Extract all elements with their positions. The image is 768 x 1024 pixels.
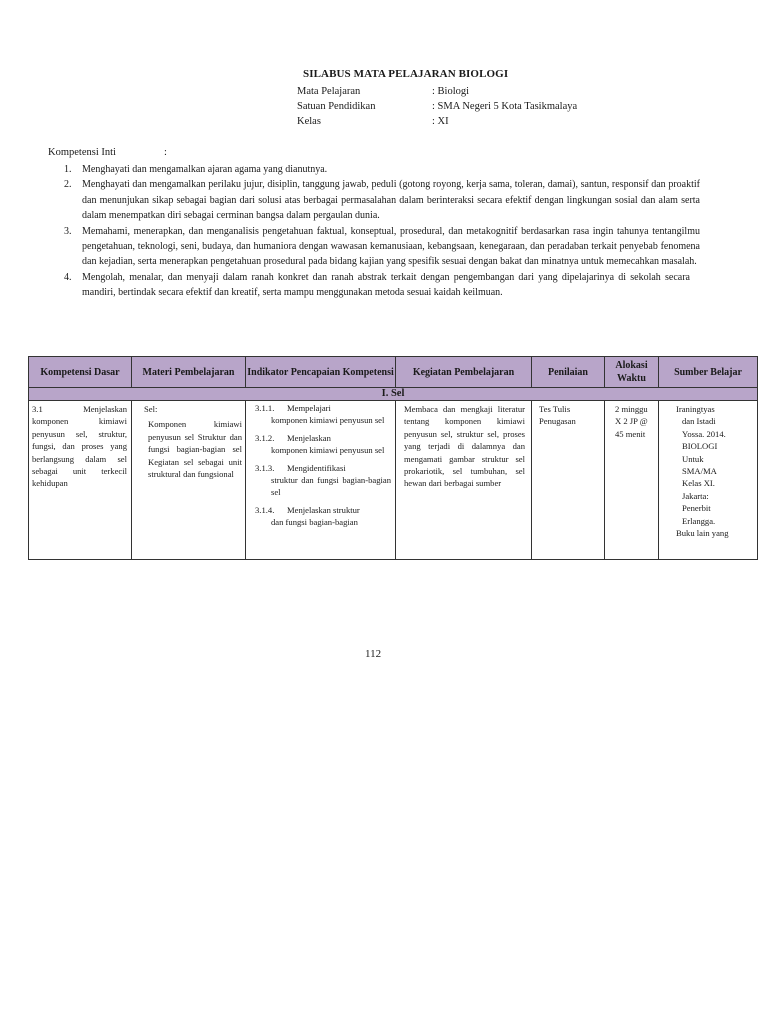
sumber-line: dan Istadi — [682, 416, 716, 427]
document-meta — [297, 84, 577, 129]
sumber-line: Penerbit — [682, 503, 711, 514]
meta-key: Mata Pelajaran — [297, 86, 361, 97]
ki-item — [48, 177, 700, 223]
indikator-item — [246, 461, 395, 503]
indikator-item — [246, 401, 395, 431]
column-header-materi: Materi Pembelajaran — [132, 357, 246, 388]
ki-item — [48, 270, 700, 301]
cell-indikator — [246, 401, 396, 560]
sumber-line: Untuk — [682, 453, 704, 464]
ki-heading — [48, 147, 167, 158]
penilaian-item: Penugasan — [539, 416, 576, 427]
ki-item-text: Mengolah, menalar, dan menyaji dalam ranah konkret dan ranah abstrak terkait dengan pengembangan dari yang dipelajarinya di sekolah secara mandiri, bertindak secara efektif dan kreatif, serta mampu menggunakan metoda sesuai kaidah keilmuan. — [82, 271, 690, 299]
ki-item-number: 1. — [64, 164, 72, 175]
table-header-row — [29, 357, 758, 388]
ki-item-text: Menghayati dan mengamalkan ajaran agama yang dianutnya. — [82, 164, 328, 175]
meta-key: Kelas — [297, 116, 321, 127]
ki-heading-colon: : — [163, 147, 167, 158]
ki-list — [48, 162, 700, 301]
indikator-title: Menjelaskan — [287, 432, 331, 443]
indikator-item — [246, 431, 395, 461]
ki-item-text: Memahami, menerapkan, dan menganalisis pengetahuan faktual, konseptual, prosedural, dan metakognitif berdasarkan rasa ingin tahunya tentangilmu pengetahuan, teknologi, seni, budaya, dan humaniora dengan wawasan kemanusiaan, kebangsaan, kenegaraan, dan peradaban terkait penyebab fenomena dan kejadian, serta menerapkan pengetahuan prosedural pada bidang kajian yang spesifik sesuai dengan bakat dan minatnya untuk memecahkan masalah. — [82, 225, 700, 268]
sumber-line: BIOLOGI — [682, 441, 718, 452]
page-number: 112 — [365, 648, 382, 660]
ki-item-number: 4. — [64, 271, 72, 283]
sumber-line: SMA/MA — [682, 466, 717, 477]
section-label: I. Sel — [29, 388, 758, 401]
ki-heading-label: Kompetensi Inti — [48, 147, 116, 158]
indikator-number: 3.1.3. — [255, 462, 275, 473]
sumber-line: Erlangga. — [682, 515, 716, 526]
indikator-title: Mengidentifikasi — [287, 462, 346, 473]
indikator-number: 3.1.1. — [255, 403, 275, 413]
column-header-kegiatan: Kegiatan Pembelajaran — [396, 357, 532, 388]
meta-value: : SMA Negeri 5 Kota Tasikmalaya — [432, 101, 578, 112]
materi-lead: Sel: — [144, 404, 158, 414]
indikator-body: struktur dan fungsi bagian-bagian sel — [271, 475, 391, 498]
table-section-row — [29, 388, 758, 401]
column-header-penilaian: Penilaian — [532, 357, 605, 388]
indikator-body: komponen kimiawi penyusun sel — [271, 415, 385, 426]
penilaian-item: Tes Tulis — [539, 404, 571, 414]
meta-value: : XI — [432, 116, 449, 127]
cell-materi — [132, 401, 246, 560]
indikator-number: 3.1.2. — [255, 432, 275, 443]
alokasi-line: 45 menit — [615, 428, 646, 439]
meta-value: : Biologi — [432, 86, 470, 97]
cell-penilaian — [532, 401, 605, 560]
indikator-body: dan fungsi bagian-bagian — [271, 517, 358, 528]
alokasi-line: 2 minggu — [615, 404, 648, 414]
indikator-body: komponen kimiawi penyusun sel — [271, 445, 385, 456]
table-row — [29, 401, 758, 560]
document-title: SILABUS MATA PELAJARAN BIOLOGI — [303, 68, 509, 80]
column-header-kompetensi-dasar: Kompetensi Dasar — [29, 357, 132, 388]
meta-row-subject — [297, 84, 577, 99]
column-header-indikator: Indikator Pencapaian Kompetensi — [246, 357, 396, 388]
ki-item-number: 2. — [64, 179, 72, 191]
ki-item — [48, 224, 700, 270]
sumber-line: Yossa. 2014. — [682, 428, 726, 439]
meta-row-class — [297, 114, 577, 129]
ki-item-text: Menghayati dan mengamalkan perilaku jujur, disiplin, tanggung jawab, peduli (gotong royong, kerja sama, toleran, damai), santun, responsif dan proaktif dan menunjukan sikap sebagai bagian dari solusi atas berbagai permasalahan dalam berinteraksi secara efektif dengan lingkungan sosial dan alam serta dalam menempatkan diri sebagai cerminan bangsa dalam pergaulan dunia. — [82, 179, 700, 222]
syllabus-table — [28, 356, 758, 560]
sumber-line: Jakarta: — [682, 490, 709, 501]
indikator-title: Mempelajari — [287, 403, 331, 413]
cell-alokasi — [605, 401, 659, 560]
indikator-item — [246, 503, 395, 533]
alokasi-line: X 2 JP @ — [615, 416, 648, 427]
meta-row-school — [297, 99, 577, 114]
indikator-title: Menjelaskan struktur — [287, 504, 360, 515]
cell-kompetensi-dasar: 3.1 Menjelaskan komponen kimiawi penyusun sel, struktur, fungsi, dan proses yang berlangsung dalam sel sebagai unit terkecil kehidupan — [29, 401, 132, 560]
ki-item-number: 3. — [64, 225, 72, 237]
ki-item — [48, 162, 700, 177]
sumber-line: Kelas XI. — [682, 478, 715, 489]
column-header-alokasi: Alokasi Waktu — [605, 357, 659, 388]
sumber-line: Iraningtyas — [676, 404, 715, 414]
meta-key: Satuan Pendidikan — [297, 101, 376, 112]
sumber-line: Buku lain yang — [676, 528, 729, 539]
cell-sumber — [659, 401, 758, 560]
cell-kegiatan: Membaca dan mengkaji literatur tentang komponen kimiawi penyusun sel, struktur sel, proses yang terjadi di dalamnya dan mengamati gambar struktur sel prokariotik, sel tumbuhan, sel hewan dari berbagai sumber — [396, 401, 532, 560]
materi-body: Komponen kimiawi penyusun sel Struktur dan fungsi bagian-bagian sel Kegiatan sel sebagai unit struktural dan fungsional — [148, 419, 242, 480]
column-header-sumber: Sumber Belajar — [659, 357, 758, 388]
indikator-number: 3.1.4. — [255, 504, 275, 515]
